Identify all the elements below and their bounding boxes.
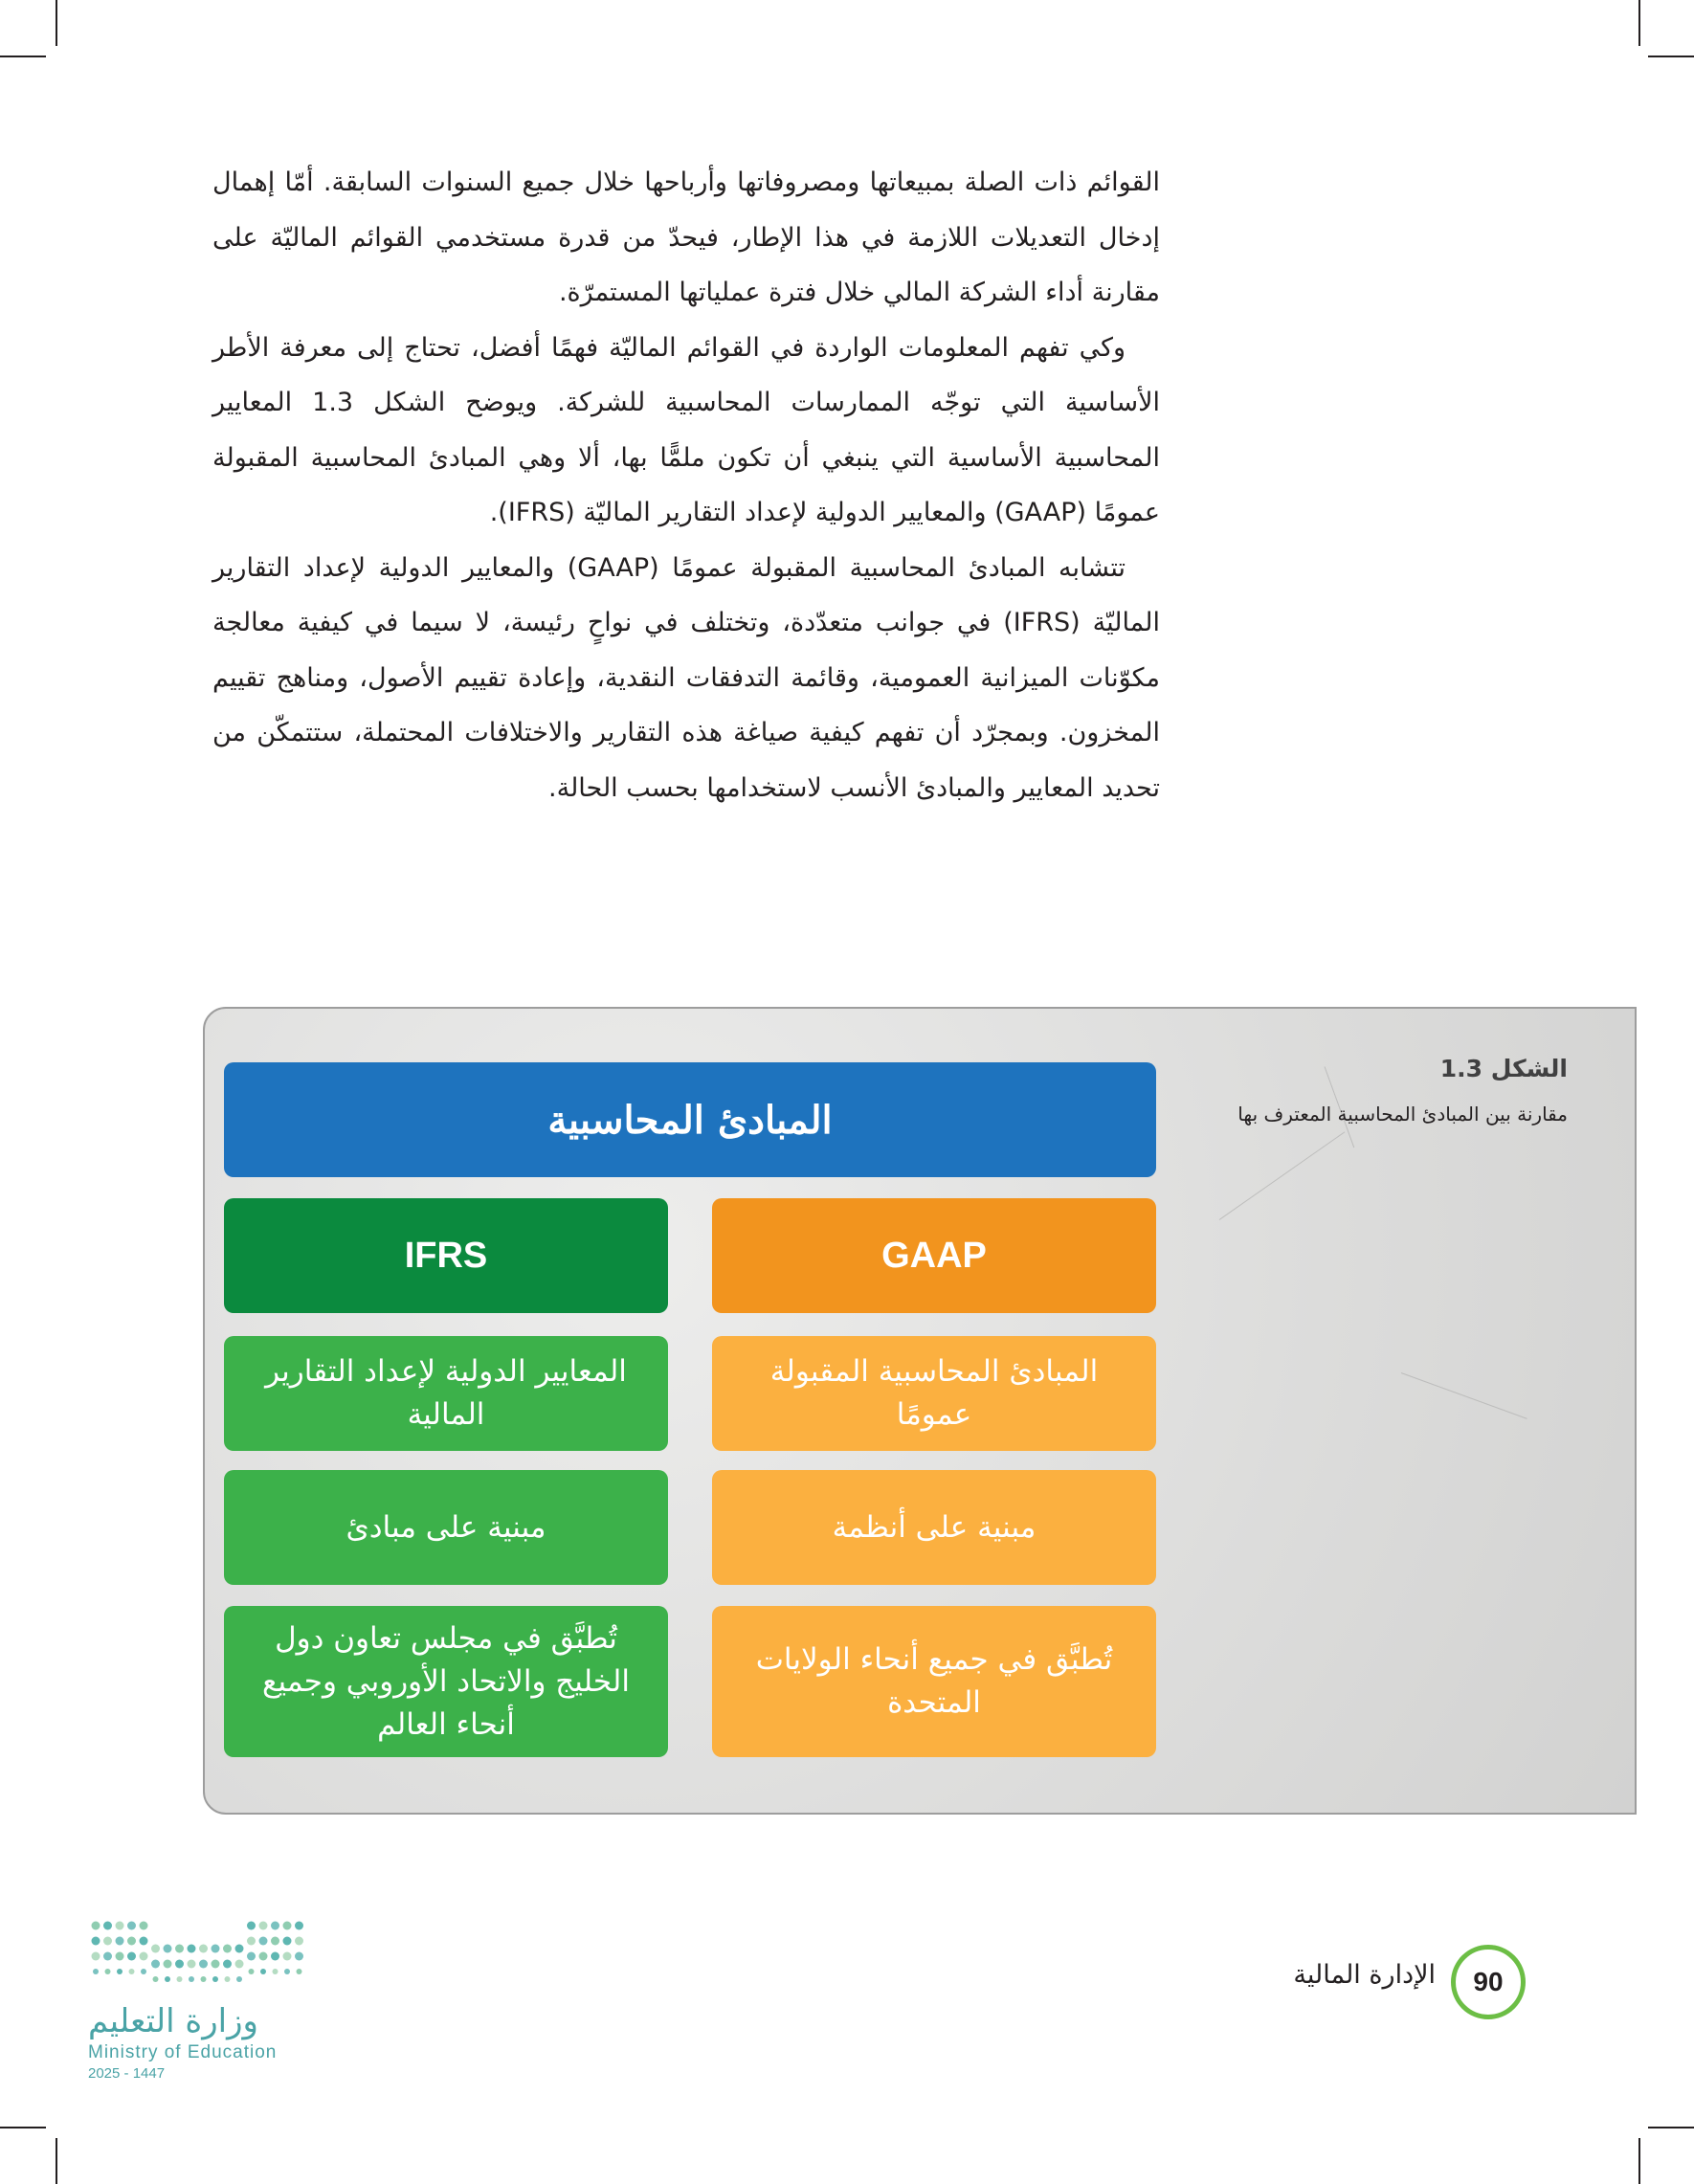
logo-dot bbox=[223, 1945, 232, 1953]
accounting-principles-title: المبادئ المحاسبية bbox=[224, 1062, 1156, 1177]
logo-dot bbox=[284, 1969, 290, 1974]
logo-dot bbox=[295, 1952, 303, 1961]
logo-dot bbox=[92, 1937, 100, 1946]
logo-dot bbox=[188, 1960, 196, 1969]
crop-mark bbox=[1638, 2138, 1640, 2184]
texture-crack bbox=[1219, 1131, 1346, 1220]
logo-dot bbox=[236, 1976, 242, 1982]
logo-dot bbox=[140, 1937, 148, 1946]
figure-panel bbox=[203, 1007, 1637, 1815]
logo-dot bbox=[151, 1960, 160, 1969]
ministry-name-english: Ministry of Education bbox=[88, 2042, 278, 2062]
logo-dot bbox=[283, 1952, 292, 1961]
logo-dot bbox=[295, 1937, 303, 1946]
logo-dot bbox=[225, 1976, 231, 1982]
ifrs-full-name: المعايير الدولية لإعداد التقارير المالية bbox=[224, 1336, 668, 1451]
logo-dot bbox=[116, 1952, 124, 1961]
logo-dot bbox=[201, 1976, 207, 1982]
logo-dot bbox=[283, 1937, 292, 1946]
gaap-header: GAAP bbox=[712, 1198, 1156, 1313]
logo-dot bbox=[141, 1969, 146, 1974]
logo-dot bbox=[212, 1976, 218, 1982]
logo-dot bbox=[189, 1976, 194, 1982]
gaap-scope: تُطبَّق في جميع أنحاء الولايات المتحدة bbox=[712, 1606, 1156, 1757]
gaap-basis: مبنية على أنظمة bbox=[712, 1470, 1156, 1585]
logo-dot bbox=[247, 1922, 256, 1930]
logo-dot bbox=[103, 1922, 112, 1930]
logo-dot bbox=[127, 1952, 136, 1961]
logo-dot bbox=[103, 1937, 112, 1946]
logo-dot bbox=[247, 1952, 256, 1961]
crop-mark bbox=[1648, 56, 1694, 57]
logo-dot bbox=[271, 1952, 279, 1961]
logo-dot bbox=[260, 1969, 266, 1974]
crop-mark bbox=[0, 2127, 46, 2128]
logo-dot bbox=[129, 1969, 135, 1974]
ministry-logo-dots-icon bbox=[88, 1914, 308, 2000]
figure-caption bbox=[1204, 1055, 1568, 1136]
logo-dot bbox=[93, 1969, 99, 1974]
logo-dot bbox=[271, 1937, 279, 1946]
logo-dot bbox=[116, 1937, 124, 1946]
logo-dot bbox=[151, 1945, 160, 1953]
logo-dot bbox=[164, 1960, 172, 1969]
logo-dot bbox=[177, 1976, 183, 1982]
logo-dot bbox=[235, 1945, 244, 1953]
logo-dot bbox=[297, 1969, 302, 1974]
logo-dot bbox=[140, 1922, 148, 1930]
logo-dot bbox=[247, 1937, 256, 1946]
logo-dot bbox=[127, 1937, 136, 1946]
logo-dot bbox=[259, 1922, 268, 1930]
crop-mark bbox=[56, 2138, 57, 2184]
paragraph: القوائم ذات الصلة بمبيعاتها ومصروفاتها وأرباحها خلال جميع السنوات السابقة. أمّا إهمال إدخال التعديلات اللازمة في هذا الإطار، فيحدّ من قدرة مستخدمي القوائم الماليّة على مقارنة أداء الشركة المالي خلال فترة عملياتها المستمرّة. bbox=[212, 167, 1160, 307]
logo-dot bbox=[92, 1922, 100, 1930]
logo-dot bbox=[223, 1960, 232, 1969]
logo-dot bbox=[212, 1945, 220, 1953]
figure-label: الشكل 1.3 bbox=[1439, 1055, 1568, 1082]
book-title: الإدارة المالية bbox=[1293, 1960, 1436, 1990]
logo-dot bbox=[212, 1960, 220, 1969]
logo-dot bbox=[164, 1945, 172, 1953]
logo-dot bbox=[153, 1976, 159, 1982]
body-text bbox=[212, 155, 1160, 815]
crop-mark bbox=[1638, 0, 1640, 46]
paragraph: وكي تفهم المعلومات الواردة في القوائم الماليّة فهمًا أفضل، تحتاج إلى معرفة الأطر الأساسية التي توجّه الممارسات المحاسبية للشركة. ويوضح الشكل 1.3 المعايير المحاسبية الأساسية التي ينبغي أن تكون ملمًّا بها، ألا وهي المبادئ المحاسبية المقبولة عمومًا (GAAP) والمعايير الدولية لإعداد التقارير الماليّة (IFRS). bbox=[212, 332, 1161, 527]
logo-dot bbox=[259, 1937, 268, 1946]
logo-dot bbox=[271, 1922, 279, 1930]
logo-dot bbox=[259, 1952, 268, 1961]
ministry-year: 2025 - 1447 bbox=[88, 2065, 166, 2082]
logo-dot bbox=[249, 1969, 255, 1974]
logo-dot bbox=[188, 1945, 196, 1953]
logo-dot bbox=[295, 1922, 303, 1930]
crop-mark bbox=[56, 0, 57, 46]
logo-dot bbox=[92, 1952, 100, 1961]
logo-dot bbox=[117, 1969, 123, 1974]
ifrs-header: IFRS bbox=[224, 1198, 668, 1313]
logo-dot bbox=[175, 1960, 184, 1969]
crop-mark bbox=[0, 56, 46, 57]
logo-dot bbox=[235, 1960, 244, 1969]
logo-dot bbox=[165, 1976, 170, 1982]
logo-dot bbox=[175, 1945, 184, 1953]
logo-dot bbox=[273, 1969, 279, 1974]
logo-dot bbox=[116, 1922, 124, 1930]
logo-dot bbox=[103, 1952, 112, 1961]
ministry-name-arabic: وزارة التعليم bbox=[88, 2002, 258, 2040]
figure-description: مقارنة بين المبادئ المحاسبية المعترف بها bbox=[1237, 1103, 1568, 1125]
ifrs-basis: مبنية على مبادئ bbox=[224, 1470, 668, 1585]
logo-dot bbox=[199, 1960, 208, 1969]
logo-dot bbox=[127, 1922, 136, 1930]
logo-dot bbox=[105, 1969, 111, 1974]
ifrs-scope: تُطبَّق في مجلس تعاون دول الخليج والاتحاد الأوروبي وجميع أنحاء العالم bbox=[224, 1606, 668, 1757]
logo-dot bbox=[283, 1922, 292, 1930]
logo-dot bbox=[199, 1945, 208, 1953]
crop-mark bbox=[1648, 2127, 1694, 2128]
logo-dot bbox=[140, 1952, 148, 1961]
texture-crack bbox=[1401, 1372, 1527, 1419]
page-number: 90 bbox=[1451, 1945, 1526, 2019]
paragraph: تتشابه المبادئ المحاسبية المقبولة عمومًا (GAAP) والمعايير الدولية لإعداد التقارير الماليّة (IFRS) في جوانب متعدّدة، وتختلف في نواحٍ رئيسة، لا سيما في كيفية معالجة مكوّنات الميزانية العمومية، وقائمة التدفقات النقدية، وإعادة تقييم الأصول، ومناهج تقييم المخزون. وبمجرّد أن تفهم كيفية صياغة هذه التقارير والاختلافات المحتملة، ستتمكّن من تحديد المعايير والمبادئ الأنسب لاستخدامها بحسب الحالة. bbox=[212, 552, 1161, 803]
gaap-full-name: المبادئ المحاسبية المقبولة عمومًا bbox=[712, 1336, 1156, 1451]
ministry-logo bbox=[88, 1914, 308, 2082]
